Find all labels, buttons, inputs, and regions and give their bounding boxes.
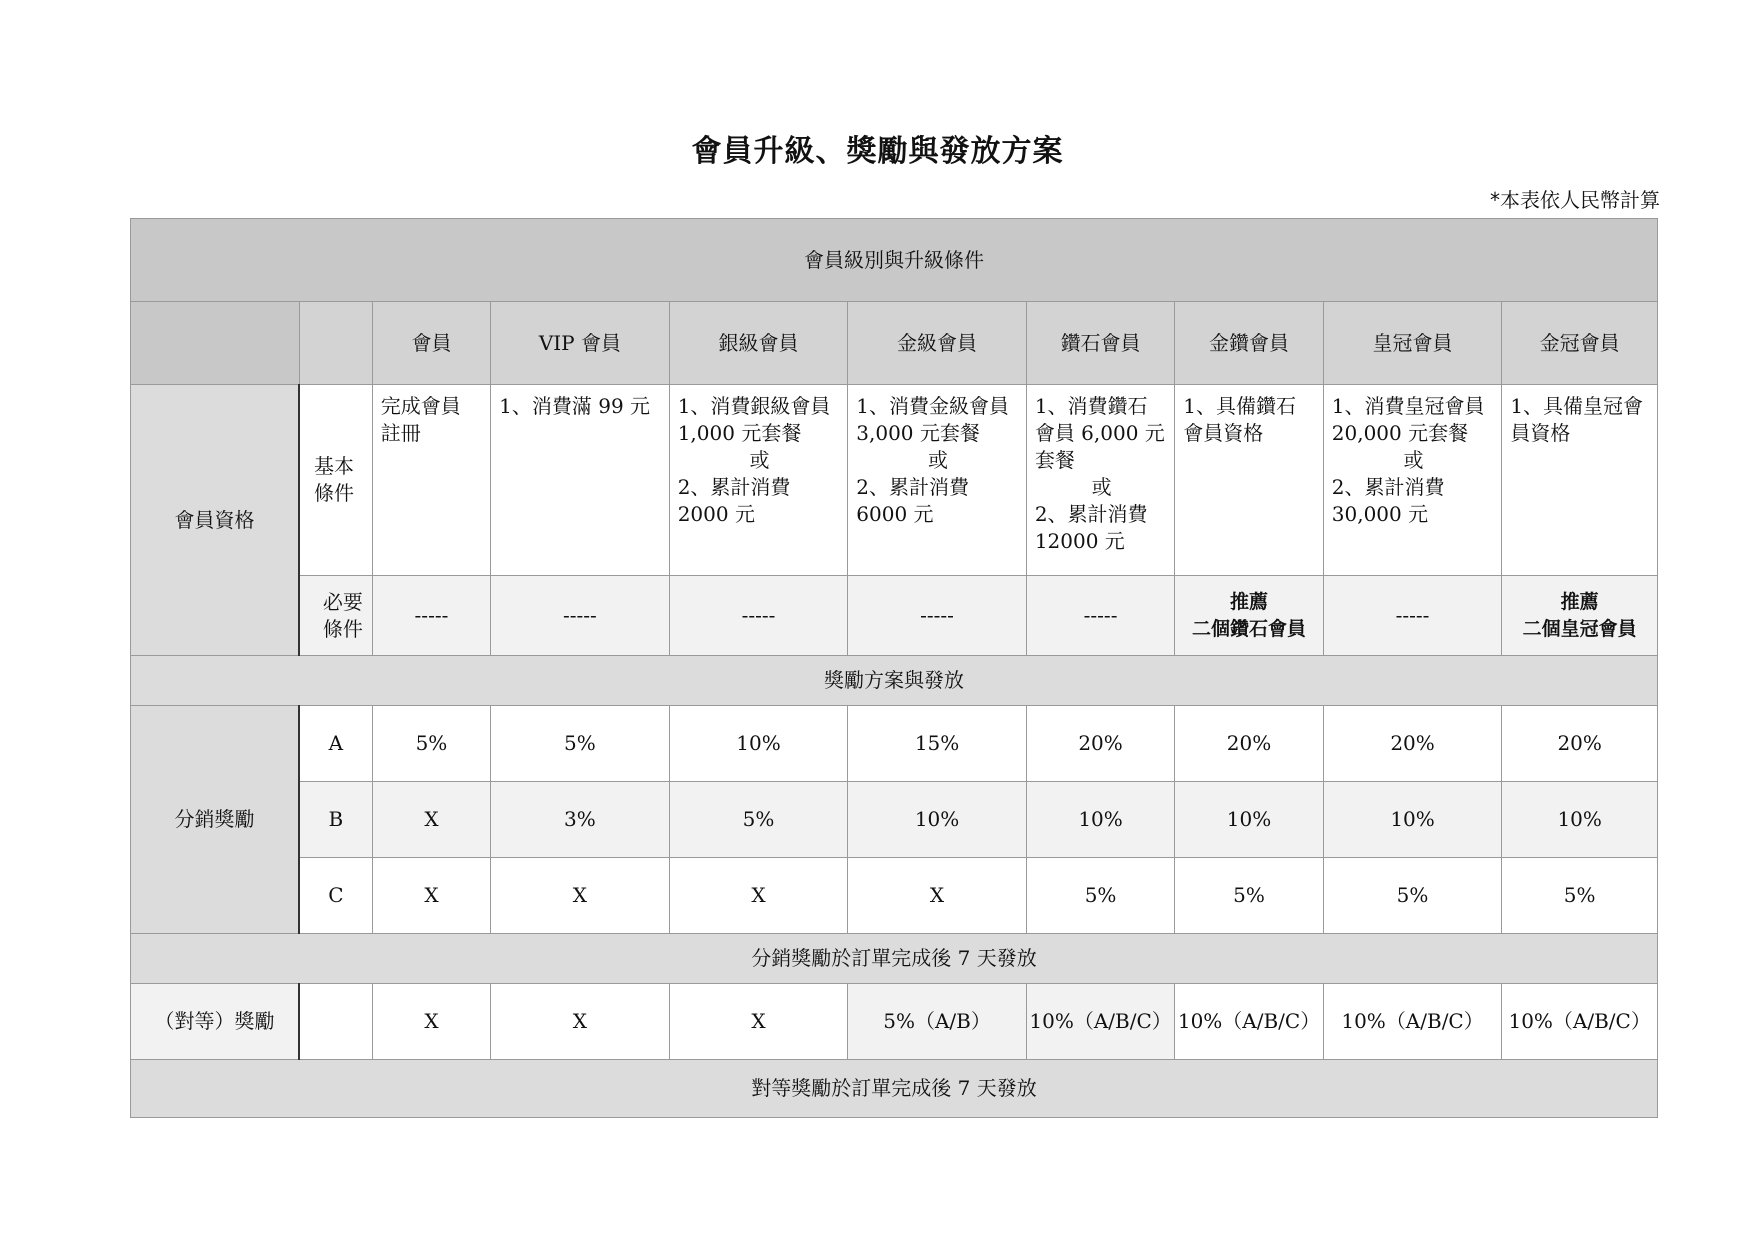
distribution-note: 分銷獎勵於訂單完成後 7 天發放 <box>131 934 1658 984</box>
distribution-value: 3% <box>491 782 670 858</box>
distribution-row <box>131 782 1658 858</box>
peer-note-row <box>131 1060 1658 1118</box>
level-header: 鑽石會員 <box>1026 302 1174 385</box>
distribution-value: X <box>372 782 490 858</box>
peer-reward-value: 5%（A/B） <box>848 984 1027 1060</box>
basic-condition-line: 1、消費鑽石 <box>1034 394 1148 418</box>
row-label-line: 條件 <box>322 616 363 641</box>
row-label-line: 基本 <box>314 454 355 478</box>
distribution-value: 5% <box>491 706 670 782</box>
qualification-label: 會員資格 <box>131 385 300 656</box>
basic-condition-line: 1,000 元套餐 <box>677 421 802 445</box>
basic-condition-line: 1、消費皇冠會員 <box>1331 394 1485 418</box>
basic-condition-line: 2、累計消費 <box>1331 475 1445 499</box>
required-condition-line: ----- <box>920 603 954 627</box>
level-header-row <box>131 302 1658 385</box>
distribution-value: 5% <box>1323 858 1502 934</box>
required-condition-label <box>299 576 372 656</box>
required-condition-line: ----- <box>563 603 597 627</box>
basic-condition-line: 完成會員 <box>380 394 461 418</box>
distribution-value: 5% <box>1175 858 1323 934</box>
required-condition-cell <box>669 576 848 656</box>
peer-reward-value: 10%（A/B/C） <box>1502 984 1658 1060</box>
membership-table <box>130 218 1658 1118</box>
basic-condition-line: 或 <box>928 448 949 472</box>
basic-condition-cell <box>848 385 1027 576</box>
peer-reward-value: X <box>491 984 670 1060</box>
required-condition-cell <box>491 576 670 656</box>
peer-reward-value: X <box>372 984 490 1060</box>
distribution-value: 10% <box>848 782 1027 858</box>
basic-condition-line: 12000 元 <box>1034 529 1125 553</box>
distribution-value: 10% <box>1026 782 1174 858</box>
distribution-value: 20% <box>1026 706 1174 782</box>
required-condition-cell <box>1026 576 1174 656</box>
peer-reward-value: 10%（A/B/C） <box>1175 984 1323 1060</box>
basic-condition-label <box>299 385 372 576</box>
basic-condition-line: 會員 6,000 元 <box>1034 421 1165 445</box>
basic-condition-row <box>131 385 1658 576</box>
distribution-value: X <box>848 858 1027 934</box>
distribution-value: 5% <box>669 782 848 858</box>
level-header: 皇冠會員 <box>1323 302 1502 385</box>
peer-reward-row <box>131 984 1658 1060</box>
distribution-tier: B <box>299 782 372 858</box>
distribution-value: 10% <box>1175 782 1323 858</box>
basic-condition-cell <box>669 385 848 576</box>
distribution-label: 分銷獎勵 <box>131 706 300 934</box>
basic-condition-line: 20,000 元套餐 <box>1331 421 1469 445</box>
distribution-value: 20% <box>1502 706 1658 782</box>
basic-condition-line: 套餐 <box>1034 448 1075 472</box>
distribution-value: 10% <box>669 706 848 782</box>
header-blank-cell <box>131 302 300 385</box>
level-header: VIP 會員 <box>491 302 670 385</box>
level-header: 金鑽會員 <box>1175 302 1323 385</box>
basic-condition-cell <box>491 385 670 576</box>
basic-condition-line: 2、累計消費 <box>677 475 791 499</box>
required-condition-cell <box>848 576 1027 656</box>
peer-reward-value: 10%（A/B/C） <box>1323 984 1502 1060</box>
required-condition-cell <box>1175 576 1323 656</box>
distribution-value: 10% <box>1502 782 1658 858</box>
basic-condition-cell <box>372 385 490 576</box>
basic-condition-line: 或 <box>749 448 770 472</box>
level-header: 銀級會員 <box>669 302 848 385</box>
currency-note: *本表依人民幣計算 <box>1490 188 1660 212</box>
distribution-tier: C <box>299 858 372 934</box>
basic-condition-line: 6000 元 <box>856 502 934 526</box>
required-condition-line: ----- <box>1395 603 1430 627</box>
basic-condition-cell <box>1026 385 1174 576</box>
level-header: 金冠會員 <box>1502 302 1658 385</box>
required-condition-row <box>131 576 1658 656</box>
distribution-value: 20% <box>1323 706 1502 782</box>
basic-condition-line: 2、累計消費 <box>1034 502 1148 526</box>
level-header: 金級會員 <box>848 302 1027 385</box>
basic-condition-line: 1、消費滿 99 元 <box>499 394 651 418</box>
required-condition-line: 二個皇冠會員 <box>1522 617 1637 640</box>
basic-condition-line: 30,000 元 <box>1331 502 1429 526</box>
distribution-value: 5% <box>372 706 490 782</box>
basic-condition-line: 1、具備鑽石 <box>1183 394 1297 418</box>
section-levels-title: 會員級別與升級條件 <box>131 219 1658 302</box>
peer-reward-value: 10%（A/B/C） <box>1026 984 1174 1060</box>
distribution-value: 15% <box>848 706 1027 782</box>
distribution-value: X <box>669 858 848 934</box>
distribution-row <box>131 858 1658 934</box>
distribution-value: 10% <box>1323 782 1502 858</box>
basic-condition-line: 或 <box>1403 448 1424 472</box>
basic-condition-line: 或 <box>1091 475 1112 499</box>
required-condition-cell <box>1323 576 1502 656</box>
required-condition-cell <box>372 576 490 656</box>
distribution-note-row <box>131 934 1658 984</box>
required-condition-line: ----- <box>414 603 449 627</box>
peer-note: 對等獎勵於訂單完成後 7 天發放 <box>131 1060 1658 1118</box>
required-condition-cell <box>1502 576 1658 656</box>
basic-condition-cell <box>1323 385 1502 576</box>
basic-condition-line: 1、具備皇冠會 <box>1510 394 1644 418</box>
basic-condition-line: 1、消費金級會員 <box>856 394 1009 418</box>
peer-reward-label: （對等）獎勵 <box>131 984 300 1060</box>
row-label-line: 條件 <box>314 481 355 505</box>
required-condition-line: 二個鑽石會員 <box>1192 617 1307 640</box>
section-rewards-title: 獎勵方案與發放 <box>131 656 1658 706</box>
distribution-value: X <box>491 858 670 934</box>
header-blank-cell <box>299 302 372 385</box>
distribution-value: 5% <box>1026 858 1174 934</box>
distribution-value: 20% <box>1175 706 1323 782</box>
basic-condition-line: 2000 元 <box>677 502 755 526</box>
required-condition-line: ----- <box>741 603 776 627</box>
distribution-value: 5% <box>1502 858 1658 934</box>
required-condition-line: 推薦 <box>1230 590 1269 613</box>
peer-reward-value: X <box>669 984 848 1060</box>
basic-condition-line: 註冊 <box>380 421 421 445</box>
basic-condition-line: 員資格 <box>1510 421 1571 445</box>
basic-condition-line: 會員資格 <box>1183 421 1264 445</box>
row-label-line: 必要 <box>322 589 363 614</box>
basic-condition-line: 1、消費銀級會員 <box>677 394 831 418</box>
basic-condition-cell <box>1175 385 1323 576</box>
distribution-row <box>131 706 1658 782</box>
basic-condition-line: 2、累計消費 <box>856 475 969 499</box>
basic-condition-cell <box>1502 385 1658 576</box>
section-title-row <box>131 219 1658 302</box>
required-condition-line: ----- <box>1083 603 1118 627</box>
peer-blank-cell <box>299 984 372 1060</box>
document-title: 會員升級、獎勵與發放方案 <box>691 134 1064 169</box>
level-header: 會員 <box>372 302 490 385</box>
rewards-section-row <box>131 656 1658 706</box>
distribution-value: X <box>372 858 490 934</box>
basic-condition-line: 3,000 元套餐 <box>856 421 980 445</box>
distribution-tier: A <box>299 706 372 782</box>
required-condition-line: 推薦 <box>1560 590 1599 613</box>
